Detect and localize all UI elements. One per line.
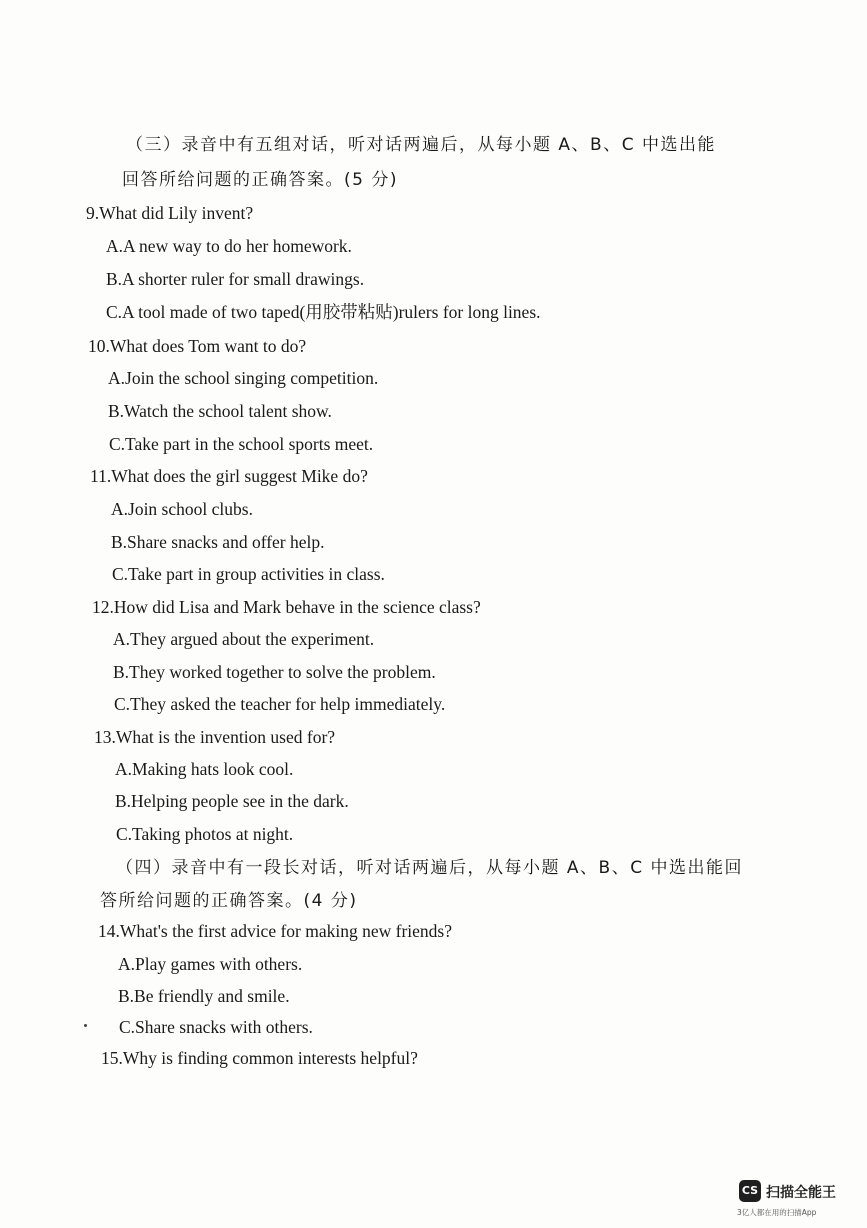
question-14-option-b: B.Be friendly and smile.: [118, 986, 290, 1006]
question-12-option-c: C.They asked the teacher for help immediately.: [114, 694, 446, 714]
question-10-option-a: A.Join the school singing competition.: [108, 368, 379, 388]
question-15: 15.Why is finding common interests helpful?: [101, 1048, 418, 1068]
camscanner-logo-icon: CS: [739, 1180, 761, 1202]
question-9-option-c: C.A tool made of two taped(用胶带粘贴)rulers for long lines.: [106, 302, 541, 322]
question-14: 14.What's the first advice for making new friends?: [98, 921, 453, 941]
scanner-watermark: [739, 1180, 849, 1216]
question-10: 10.What does Tom want to do?: [88, 336, 307, 356]
watermark-subtitle: 3亿人都在用的扫描App: [737, 1208, 817, 1217]
section4-heading-line2: 答所给问题的正确答案。(4 分): [100, 891, 358, 911]
question-11-option-c: C.Take part in group activities in class.: [112, 564, 385, 584]
question-9-option-a: A.A new way to do her homework.: [106, 236, 352, 256]
question-10-option-c: C.Take part in the school sports meet.: [109, 434, 374, 454]
question-11: 11.What does the girl suggest Mike do?: [90, 466, 368, 486]
question-11-option-a: A.Join school clubs.: [111, 499, 253, 519]
question-11-option-b: B.Share snacks and offer help.: [111, 532, 325, 552]
question-14-option-a: A.Play games with others.: [118, 954, 303, 974]
section4-heading-line1: （四）录音中有一段长对话，听对话两遍后，从每小题 A、B、C 中选出能回: [116, 858, 743, 878]
section3-heading-line1: （三）录音中有五组对话，听对话两遍后，从每小题 A、B、C 中选出能: [126, 135, 716, 155]
question-10-option-b: B.Watch the school talent show.: [108, 401, 332, 421]
scan-speck: [84, 1024, 87, 1027]
question-9-option-b: B.A shorter ruler for small drawings.: [106, 269, 365, 289]
question-9: 9.What did Lily invent?: [86, 203, 254, 223]
section3-heading-line2: 回答所给问题的正确答案。(5 分): [122, 170, 398, 190]
watermark-title: 扫描全能王: [766, 1185, 836, 1201]
question-13-option-c: C.Taking photos at night.: [116, 824, 294, 844]
question-13: 13.What is the invention used for?: [94, 727, 336, 747]
question-13-option-b: B.Helping people see in the dark.: [115, 791, 349, 811]
question-12-option-b: B.They worked together to solve the problem.: [113, 662, 436, 682]
question-13-option-a: A.Making hats look cool.: [115, 759, 294, 779]
question-14-option-c: C.Share snacks with others.: [119, 1017, 313, 1037]
question-12: 12.How did Lisa and Mark behave in the science class?: [92, 597, 481, 617]
question-12-option-a: A.They argued about the experiment.: [113, 629, 375, 649]
